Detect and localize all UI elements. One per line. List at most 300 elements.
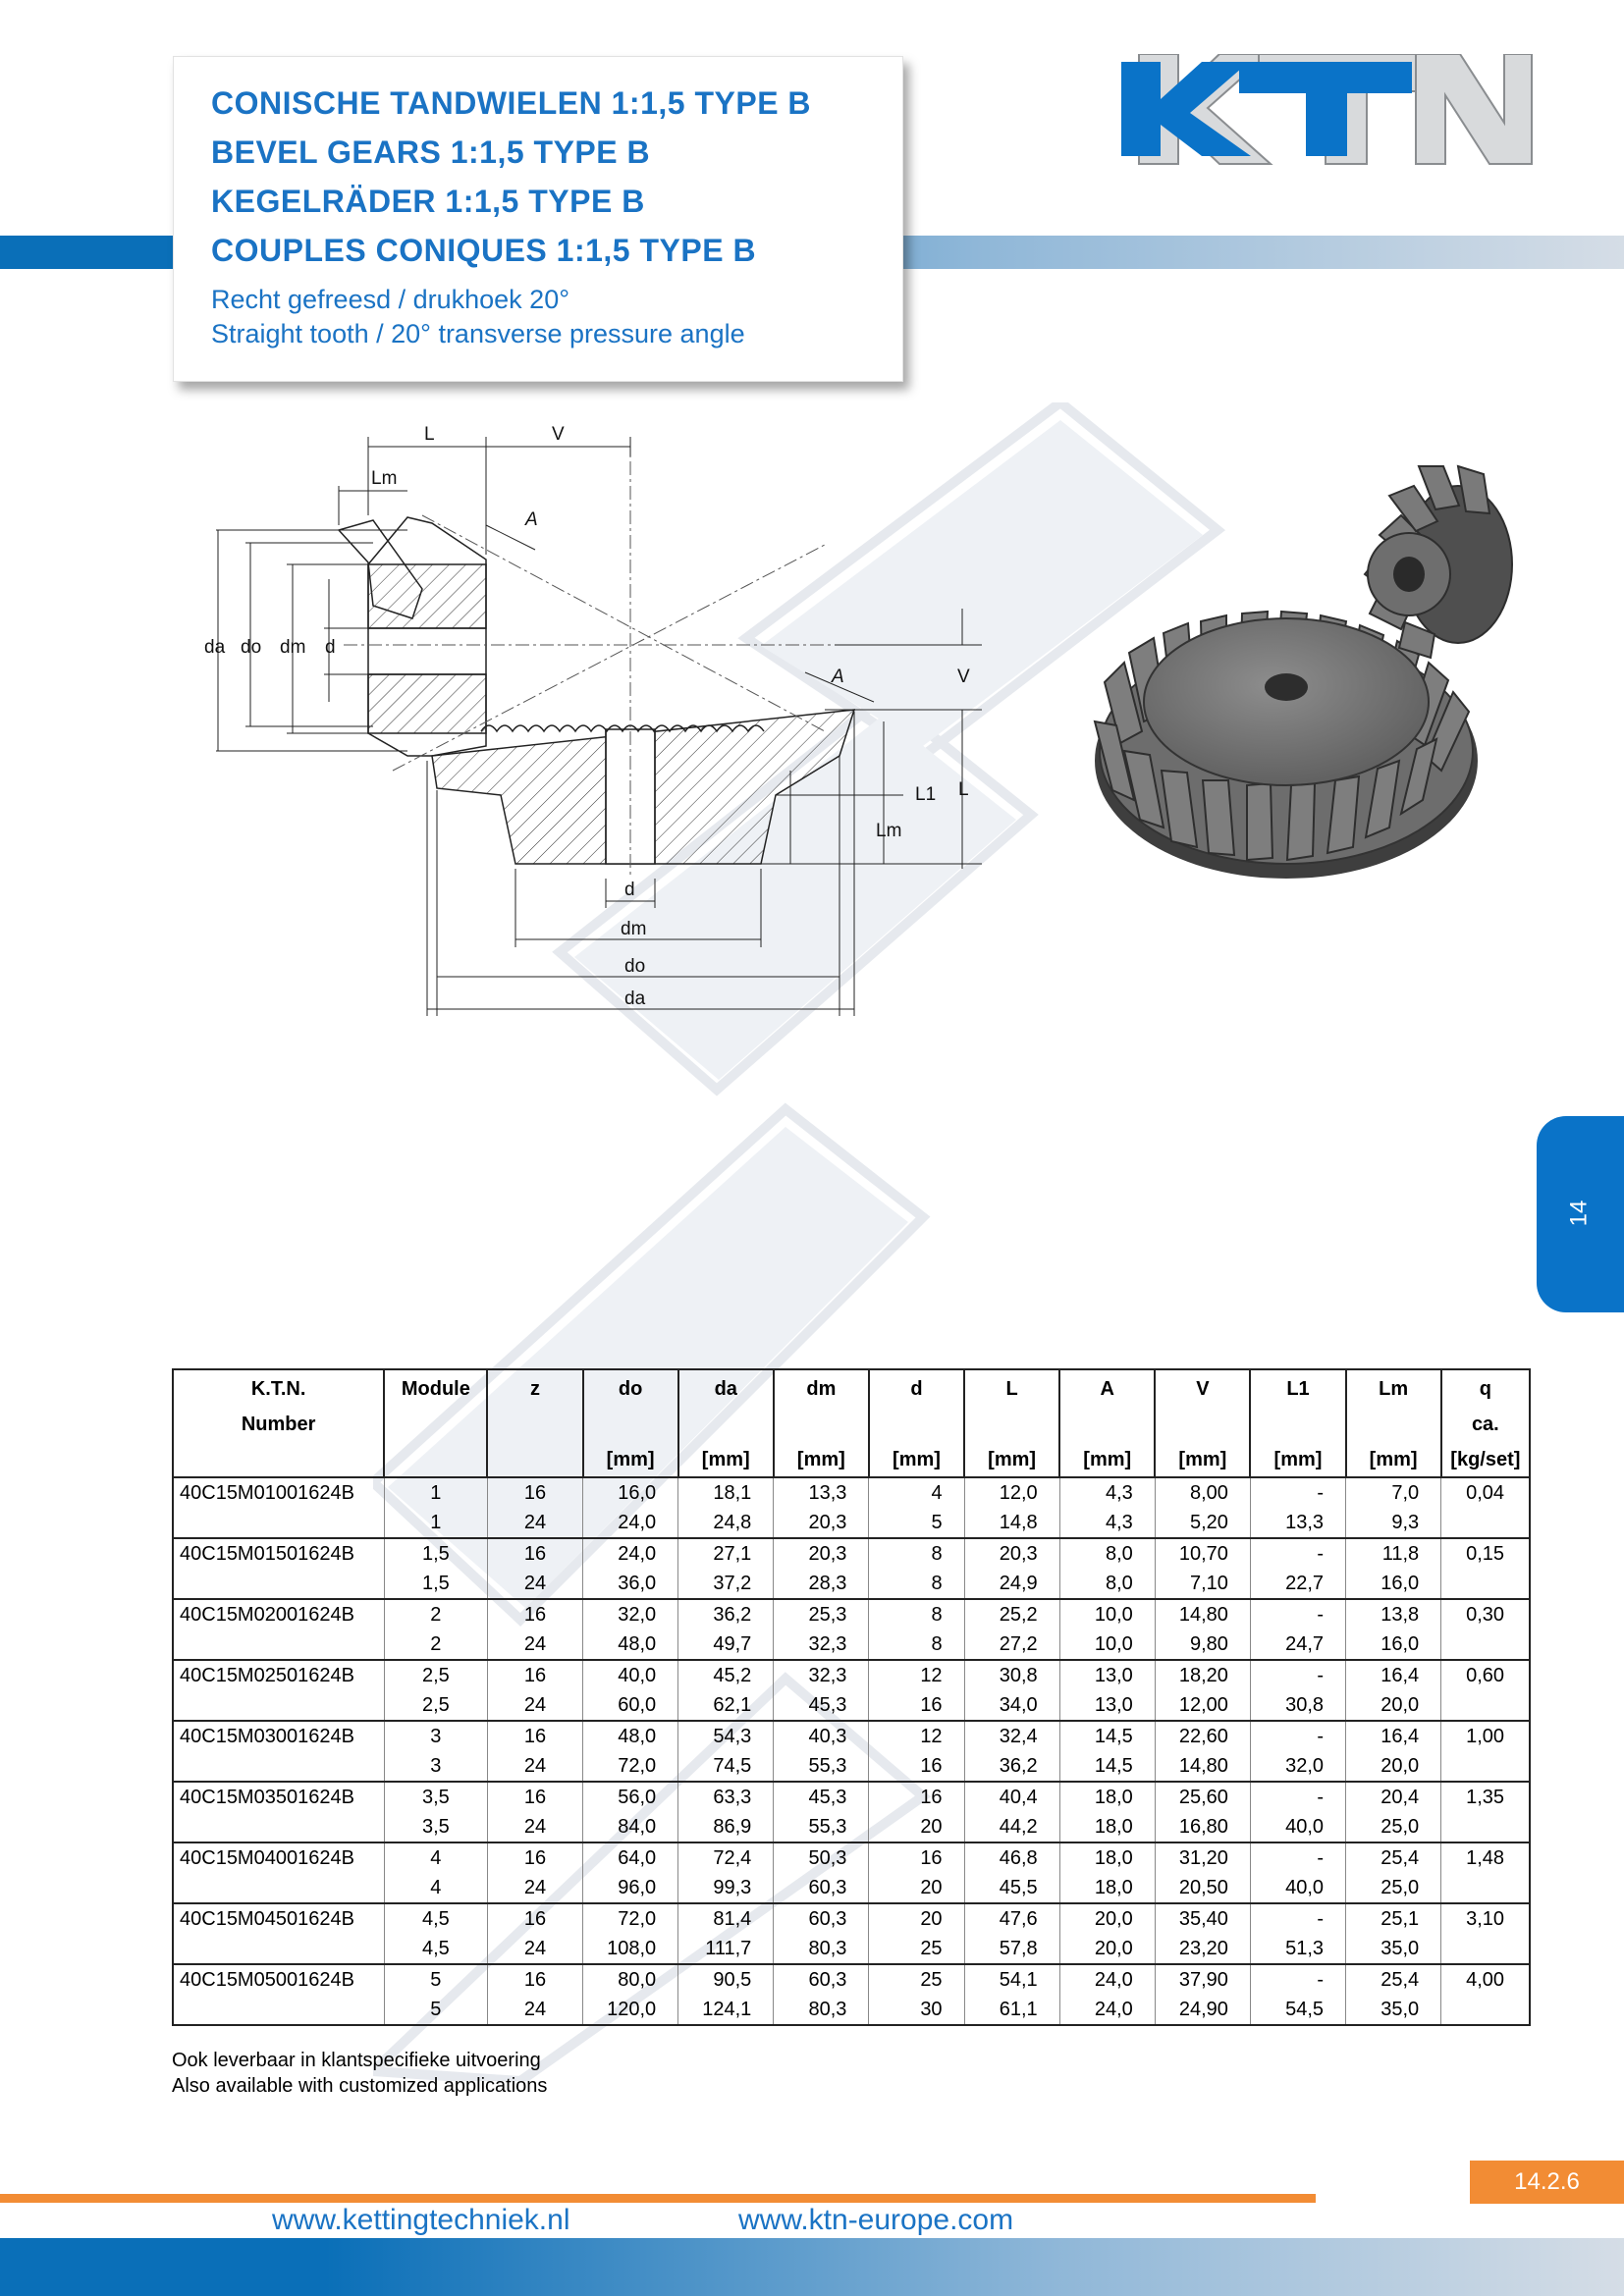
table-cell: 80,3 xyxy=(774,1995,869,2025)
table-cell: 16 xyxy=(487,1477,582,1508)
header-text: A xyxy=(1100,1378,1114,1400)
cell-ktn-number: 40C15M02501624B xyxy=(173,1660,384,1690)
table-cell: 45,3 xyxy=(774,1690,869,1721)
table-cell: 45,3 xyxy=(774,1782,869,1812)
cell-ktn-number: 40C15M04501624B xyxy=(173,1903,384,1934)
table-row xyxy=(173,1660,1530,1690)
table-cell: 24 xyxy=(487,1569,582,1599)
table-cell: 23,20 xyxy=(1155,1934,1250,1964)
bevel-gear-image xyxy=(1085,456,1556,933)
cell-ktn-number: 40C15M05001624B xyxy=(173,1964,384,1995)
table-cell: 13,0 xyxy=(1059,1660,1155,1690)
cell-ktn-number xyxy=(173,1873,384,1903)
cell-ktn-number xyxy=(173,1508,384,1538)
table-row xyxy=(173,1751,1530,1782)
cell-weight: 3,10 xyxy=(1441,1903,1530,1934)
cell-weight xyxy=(1441,1690,1530,1721)
dim-L1: L1 xyxy=(915,784,937,805)
table-cell: - xyxy=(1250,1538,1345,1569)
table-cell: 84,0 xyxy=(583,1812,678,1842)
table-cell: 25,0 xyxy=(1346,1812,1441,1842)
table-row xyxy=(173,1599,1530,1629)
cell-ktn-number xyxy=(173,1751,384,1782)
table-cell: 3 xyxy=(384,1721,487,1751)
table-cell: 16,4 xyxy=(1346,1721,1441,1751)
title-de: KEGELRÄDER 1:1,5 TYPE B xyxy=(211,184,645,219)
table-cell: 99,3 xyxy=(678,1873,774,1903)
table-cell: 24,7 xyxy=(1250,1629,1345,1660)
table-cell: 96,0 xyxy=(583,1873,678,1903)
table-cell: 54,5 xyxy=(1250,1995,1345,2025)
cell-ktn-number xyxy=(173,1569,384,1599)
cell-ktn-number xyxy=(173,1812,384,1842)
table-cell: 80,0 xyxy=(583,1964,678,1995)
table-cell: 24,0 xyxy=(583,1538,678,1569)
table-cell: 20,0 xyxy=(1346,1751,1441,1782)
table-cell: 20,0 xyxy=(1346,1690,1441,1721)
table-cell: 18,0 xyxy=(1059,1782,1155,1812)
header-text: dm xyxy=(806,1378,837,1400)
table-cell: 24,0 xyxy=(1059,1995,1155,2025)
table-cell: 56,0 xyxy=(583,1782,678,1812)
table-cell: 32,3 xyxy=(774,1660,869,1690)
table-cell: 36,2 xyxy=(678,1599,774,1629)
table-body xyxy=(173,1477,1530,2025)
table-header-cell xyxy=(678,1369,774,1477)
cell-ktn-number: 40C15M02001624B xyxy=(173,1599,384,1629)
table-cell: 16 xyxy=(487,1903,582,1934)
table-cell: 8 xyxy=(869,1629,964,1660)
table-cell: 9,3 xyxy=(1346,1508,1441,1538)
subtitle-en: Straight tooth / 20° transverse pressure angle xyxy=(211,319,745,348)
table-cell: - xyxy=(1250,1782,1345,1812)
table-cell: 60,0 xyxy=(583,1690,678,1721)
table-row xyxy=(173,1538,1530,1569)
link-ktn-europe[interactable]: www.ktn-europe.com xyxy=(738,2204,1014,2236)
table-cell: 5 xyxy=(384,1964,487,1995)
table-cell: 51,3 xyxy=(1250,1934,1345,1964)
table-cell: 16 xyxy=(869,1842,964,1873)
header-text: q xyxy=(1479,1378,1491,1400)
table-cell: 14,5 xyxy=(1059,1751,1155,1782)
table-cell: 1 xyxy=(384,1508,487,1538)
table-cell: 4,5 xyxy=(384,1903,487,1934)
table-cell: 45,5 xyxy=(964,1873,1059,1903)
table-cell: 60,3 xyxy=(774,1964,869,1995)
table-cell: 57,8 xyxy=(964,1934,1059,1964)
header-text: Module xyxy=(401,1378,470,1400)
table-cell: 81,4 xyxy=(678,1903,774,1934)
table-cell: 4,3 xyxy=(1059,1477,1155,1508)
table-cell: 16 xyxy=(869,1782,964,1812)
table-header-cell xyxy=(964,1369,1059,1477)
dim-dm-left: dm xyxy=(280,637,306,658)
header-text: [mm] xyxy=(606,1449,655,1470)
table-cell: 25,1 xyxy=(1346,1903,1441,1934)
table-cell: 8 xyxy=(869,1538,964,1569)
table-cell: 27,1 xyxy=(678,1538,774,1569)
table-cell: 4 xyxy=(384,1873,487,1903)
cell-ktn-number xyxy=(173,1934,384,1964)
ktn-logo xyxy=(1121,54,1534,167)
table-cell: 2,5 xyxy=(384,1690,487,1721)
table-cell: 20,3 xyxy=(774,1508,869,1538)
table-cell: 13,3 xyxy=(1250,1508,1345,1538)
table-cell: 18,0 xyxy=(1059,1842,1155,1873)
table-cell: 12,00 xyxy=(1155,1690,1250,1721)
cell-ktn-number xyxy=(173,1629,384,1660)
table-cell: 49,7 xyxy=(678,1629,774,1660)
cell-weight: 0,60 xyxy=(1441,1660,1530,1690)
table-cell: 2 xyxy=(384,1629,487,1660)
dim-d-bottom: d xyxy=(624,880,635,900)
table-cell: 16,80 xyxy=(1155,1812,1250,1842)
header-text: [mm] xyxy=(893,1449,941,1470)
cell-weight: 1,35 xyxy=(1441,1782,1530,1812)
table-cell: 13,8 xyxy=(1346,1599,1441,1629)
table-cell: 12 xyxy=(869,1660,964,1690)
dim-do-left: do xyxy=(241,637,262,658)
table-cell: 40,3 xyxy=(774,1721,869,1751)
table-header-cell xyxy=(1346,1369,1441,1477)
table-cell: 34,0 xyxy=(964,1690,1059,1721)
table-cell: 40,0 xyxy=(1250,1873,1345,1903)
table-row xyxy=(173,1569,1530,1599)
table-cell: 16 xyxy=(487,1964,582,1995)
table-cell: 40,0 xyxy=(1250,1812,1345,1842)
cell-ktn-number: 40C15M04001624B xyxy=(173,1842,384,1873)
table-cell: 35,0 xyxy=(1346,1934,1441,1964)
table-cell: 14,80 xyxy=(1155,1599,1250,1629)
table-cell: 37,90 xyxy=(1155,1964,1250,1995)
table-header-cell xyxy=(583,1369,678,1477)
link-kettingtechniek[interactable]: www.kettingtechniek.nl xyxy=(272,2204,570,2236)
table-cell: 16 xyxy=(487,1782,582,1812)
table-cell: 16,4 xyxy=(1346,1660,1441,1690)
cell-weight: 0,15 xyxy=(1441,1538,1530,1569)
table-cell: 36,0 xyxy=(583,1569,678,1599)
table-cell: 47,6 xyxy=(964,1903,1059,1934)
table-cell: 20,0 xyxy=(1059,1903,1155,1934)
cell-weight xyxy=(1441,1812,1530,1842)
title-nl: CONISCHE TANDWIELEN 1:1,5 TYPE B xyxy=(211,85,812,121)
note-en: Also available with customized applications xyxy=(172,2075,548,2097)
table-header-cell xyxy=(1155,1369,1250,1477)
table-row xyxy=(173,1477,1530,1508)
table-cell: 3,5 xyxy=(384,1782,487,1812)
table-cell: 5,20 xyxy=(1155,1508,1250,1538)
table-cell: - xyxy=(1250,1903,1345,1934)
table-row xyxy=(173,1629,1530,1660)
table-cell: 20,3 xyxy=(774,1538,869,1569)
table-cell: 10,0 xyxy=(1059,1599,1155,1629)
table-cell: 30,8 xyxy=(964,1660,1059,1690)
table-header-cell xyxy=(1059,1369,1155,1477)
table-cell: 12,0 xyxy=(964,1477,1059,1508)
table-cell: 5 xyxy=(384,1995,487,2025)
table-header-cell xyxy=(173,1369,384,1477)
table-cell: - xyxy=(1250,1964,1345,1995)
table-cell: 90,5 xyxy=(678,1964,774,1995)
spec-table xyxy=(172,1368,1531,2026)
table-cell: 25 xyxy=(869,1934,964,1964)
header-text: Lm xyxy=(1379,1378,1409,1400)
header-text: [kg/set] xyxy=(1450,1449,1521,1470)
header-text: [mm] xyxy=(1369,1449,1418,1470)
table-cell: 24 xyxy=(487,1690,582,1721)
table-cell: 48,0 xyxy=(583,1721,678,1751)
table-cell: 27,2 xyxy=(964,1629,1059,1660)
table-cell: 18,20 xyxy=(1155,1660,1250,1690)
table-cell: 2,5 xyxy=(384,1660,487,1690)
table-cell: 60,3 xyxy=(774,1903,869,1934)
table-cell: 16 xyxy=(869,1690,964,1721)
table-cell: 11,8 xyxy=(1346,1538,1441,1569)
note-nl: Ook leverbaar in klantspecifieke uitvoering xyxy=(172,2050,541,2071)
table-cell: 16 xyxy=(487,1599,582,1629)
table-cell: 61,1 xyxy=(964,1995,1059,2025)
table-cell: 1,5 xyxy=(384,1569,487,1599)
table-cell: 3,5 xyxy=(384,1812,487,1842)
table-cell: 25,2 xyxy=(964,1599,1059,1629)
table-cell: 2 xyxy=(384,1599,487,1629)
table-cell: 111,7 xyxy=(678,1934,774,1964)
table-cell: 7,10 xyxy=(1155,1569,1250,1599)
table-row xyxy=(173,1812,1530,1842)
table-cell: 16 xyxy=(869,1751,964,1782)
header-text: Number xyxy=(241,1414,316,1435)
cell-ktn-number xyxy=(173,1690,384,1721)
table-cell: - xyxy=(1250,1842,1345,1873)
table-cell: 4,3 xyxy=(1059,1508,1155,1538)
table-cell: 20,3 xyxy=(964,1538,1059,1569)
table-cell: 40,0 xyxy=(583,1660,678,1690)
header-text: L1 xyxy=(1286,1378,1310,1400)
table-header-row xyxy=(173,1369,1530,1477)
table-cell: 14,8 xyxy=(964,1508,1059,1538)
table-cell: 86,9 xyxy=(678,1812,774,1842)
dim-V-right: V xyxy=(957,667,970,687)
table-cell: 13,0 xyxy=(1059,1690,1155,1721)
table-cell: 20,50 xyxy=(1155,1873,1250,1903)
header-text: [mm] xyxy=(701,1449,750,1470)
header-text: do xyxy=(618,1378,643,1400)
table-cell: 72,0 xyxy=(583,1751,678,1782)
table-cell: 44,2 xyxy=(964,1812,1059,1842)
table-cell: 18,0 xyxy=(1059,1812,1155,1842)
header-text: [mm] xyxy=(1273,1449,1323,1470)
table-cell: 20 xyxy=(869,1903,964,1934)
table-cell: 22,7 xyxy=(1250,1569,1345,1599)
table-cell: 32,0 xyxy=(583,1599,678,1629)
table-cell: 108,0 xyxy=(583,1934,678,1964)
table-cell: 30 xyxy=(869,1995,964,2025)
table-cell: 4 xyxy=(869,1477,964,1508)
table-cell: 16 xyxy=(487,1538,582,1569)
table-cell: 31,20 xyxy=(1155,1842,1250,1873)
table-cell: 4 xyxy=(384,1842,487,1873)
table-cell: 16 xyxy=(487,1842,582,1873)
dim-da-left: da xyxy=(204,637,226,658)
cell-weight xyxy=(1441,1995,1530,2025)
table-cell: 18,1 xyxy=(678,1477,774,1508)
header-text: da xyxy=(714,1378,737,1400)
table-cell: 9,80 xyxy=(1155,1629,1250,1660)
table-cell: 8,0 xyxy=(1059,1538,1155,1569)
table-cell: 25,4 xyxy=(1346,1964,1441,1995)
table-cell: 32,4 xyxy=(964,1721,1059,1751)
table-cell: 10,70 xyxy=(1155,1538,1250,1569)
table-cell: 35,40 xyxy=(1155,1903,1250,1934)
table-cell: 14,80 xyxy=(1155,1751,1250,1782)
table-cell: 8,0 xyxy=(1059,1569,1155,1599)
table-cell: 25,3 xyxy=(774,1599,869,1629)
table-header-cell xyxy=(869,1369,964,1477)
table-cell: 50,3 xyxy=(774,1842,869,1873)
table-header-cell xyxy=(774,1369,869,1477)
dim-V-top: V xyxy=(552,424,565,445)
table-cell: 24 xyxy=(487,1629,582,1660)
subtitle-nl: Recht gefreesd / drukhoek 20° xyxy=(211,285,570,314)
table-header-cell xyxy=(487,1369,582,1477)
dim-dm-bottom: dm xyxy=(621,919,647,939)
table-cell: 4,5 xyxy=(384,1934,487,1964)
cell-weight xyxy=(1441,1508,1530,1538)
table-cell: 25,60 xyxy=(1155,1782,1250,1812)
dim-d-left: d xyxy=(325,637,336,658)
header-text: L xyxy=(1005,1378,1018,1400)
table-cell: 12 xyxy=(869,1721,964,1751)
footer-orange-line xyxy=(0,2194,1316,2203)
table-cell: 32,3 xyxy=(774,1629,869,1660)
table-cell: 1 xyxy=(384,1477,487,1508)
table-cell: - xyxy=(1250,1477,1345,1508)
table-cell: 45,2 xyxy=(678,1660,774,1690)
table-header-cell xyxy=(1250,1369,1345,1477)
table-cell: 16,0 xyxy=(1346,1569,1441,1599)
table-cell: - xyxy=(1250,1721,1345,1751)
table-cell: 28,3 xyxy=(774,1569,869,1599)
table-cell: 55,3 xyxy=(774,1812,869,1842)
table-cell: 18,0 xyxy=(1059,1873,1155,1903)
table-row xyxy=(173,1782,1530,1812)
header-text: z xyxy=(530,1378,540,1400)
table-cell: 16 xyxy=(487,1721,582,1751)
header-text: ca. xyxy=(1471,1414,1499,1435)
table-row xyxy=(173,1903,1530,1934)
table-cell: 24 xyxy=(487,1751,582,1782)
cell-weight: 4,00 xyxy=(1441,1964,1530,1995)
dim-A-right: A xyxy=(832,667,844,687)
header-text: d xyxy=(910,1378,923,1400)
table-cell: - xyxy=(1250,1660,1345,1690)
cell-weight xyxy=(1441,1751,1530,1782)
table-cell: 16,0 xyxy=(1346,1629,1441,1660)
table-cell: 36,2 xyxy=(964,1751,1059,1782)
table-row xyxy=(173,1995,1530,2025)
table-row xyxy=(173,1508,1530,1538)
table-cell: 40,4 xyxy=(964,1782,1059,1812)
table-cell: 46,8 xyxy=(964,1842,1059,1873)
table-cell: 20 xyxy=(869,1812,964,1842)
table-cell: 37,2 xyxy=(678,1569,774,1599)
cell-weight: 0,30 xyxy=(1441,1599,1530,1629)
dim-da-bottom: da xyxy=(624,988,646,1009)
table-row xyxy=(173,1873,1530,1903)
header-text: [mm] xyxy=(796,1449,845,1470)
table-header-cell xyxy=(384,1369,487,1477)
table-cell: 20,4 xyxy=(1346,1782,1441,1812)
cell-weight xyxy=(1441,1873,1530,1903)
cell-weight xyxy=(1441,1629,1530,1660)
table-cell: 74,5 xyxy=(678,1751,774,1782)
cell-weight xyxy=(1441,1569,1530,1599)
table-cell: 8 xyxy=(869,1599,964,1629)
table-cell: 25,4 xyxy=(1346,1842,1441,1873)
table-cell: 72,0 xyxy=(583,1903,678,1934)
table-cell: - xyxy=(1250,1599,1345,1629)
dim-A-top: A xyxy=(525,509,538,530)
table-cell: 7,0 xyxy=(1346,1477,1441,1508)
table-cell: 8,00 xyxy=(1155,1477,1250,1508)
table-cell: 24,90 xyxy=(1155,1995,1250,2025)
table-cell: 13,3 xyxy=(774,1477,869,1508)
table-cell: 54,1 xyxy=(964,1964,1059,1995)
table-cell: 63,3 xyxy=(678,1782,774,1812)
table-cell: 24,9 xyxy=(964,1569,1059,1599)
table-cell: 24 xyxy=(487,1995,582,2025)
chapter-tab[interactable] xyxy=(1537,1116,1624,1312)
dim-L-right: L xyxy=(958,779,969,800)
table-cell: 5 xyxy=(869,1508,964,1538)
table-cell: 8 xyxy=(869,1569,964,1599)
table-cell: 55,3 xyxy=(774,1751,869,1782)
table-cell: 60,3 xyxy=(774,1873,869,1903)
table-cell: 24 xyxy=(487,1934,582,1964)
header-text: [mm] xyxy=(988,1449,1037,1470)
cell-ktn-number: 40C15M03001624B xyxy=(173,1721,384,1751)
table-cell: 16 xyxy=(487,1660,582,1690)
cell-ktn-number: 40C15M03501624B xyxy=(173,1782,384,1812)
table-row xyxy=(173,1964,1530,1995)
cell-weight: 1,00 xyxy=(1441,1721,1530,1751)
table-cell: 24 xyxy=(487,1873,582,1903)
table-cell: 32,0 xyxy=(1250,1751,1345,1782)
table-cell: 24 xyxy=(487,1508,582,1538)
table-row xyxy=(173,1842,1530,1873)
table-cell: 24 xyxy=(487,1812,582,1842)
table-cell: 10,0 xyxy=(1059,1629,1155,1660)
header-text: [mm] xyxy=(1083,1449,1132,1470)
table-cell: 24,8 xyxy=(678,1508,774,1538)
table-cell: 62,1 xyxy=(678,1690,774,1721)
table-cell: 64,0 xyxy=(583,1842,678,1873)
table-cell: 25 xyxy=(869,1964,964,1995)
table-cell: 25,0 xyxy=(1346,1873,1441,1903)
header-text: K.T.N. xyxy=(250,1378,306,1400)
chapter-tab-label: 14 xyxy=(1565,1200,1593,1227)
table-cell: 120,0 xyxy=(583,1995,678,2025)
dim-do-bottom: do xyxy=(624,956,646,977)
table-row xyxy=(173,1934,1530,1964)
table-cell: 1,5 xyxy=(384,1538,487,1569)
footer-band xyxy=(0,2238,1624,2296)
dim-Lm-top: Lm xyxy=(371,468,398,489)
table-cell: 22,60 xyxy=(1155,1721,1250,1751)
cell-ktn-number xyxy=(173,1995,384,2025)
header-text: [mm] xyxy=(1178,1449,1227,1470)
cell-weight xyxy=(1441,1934,1530,1964)
